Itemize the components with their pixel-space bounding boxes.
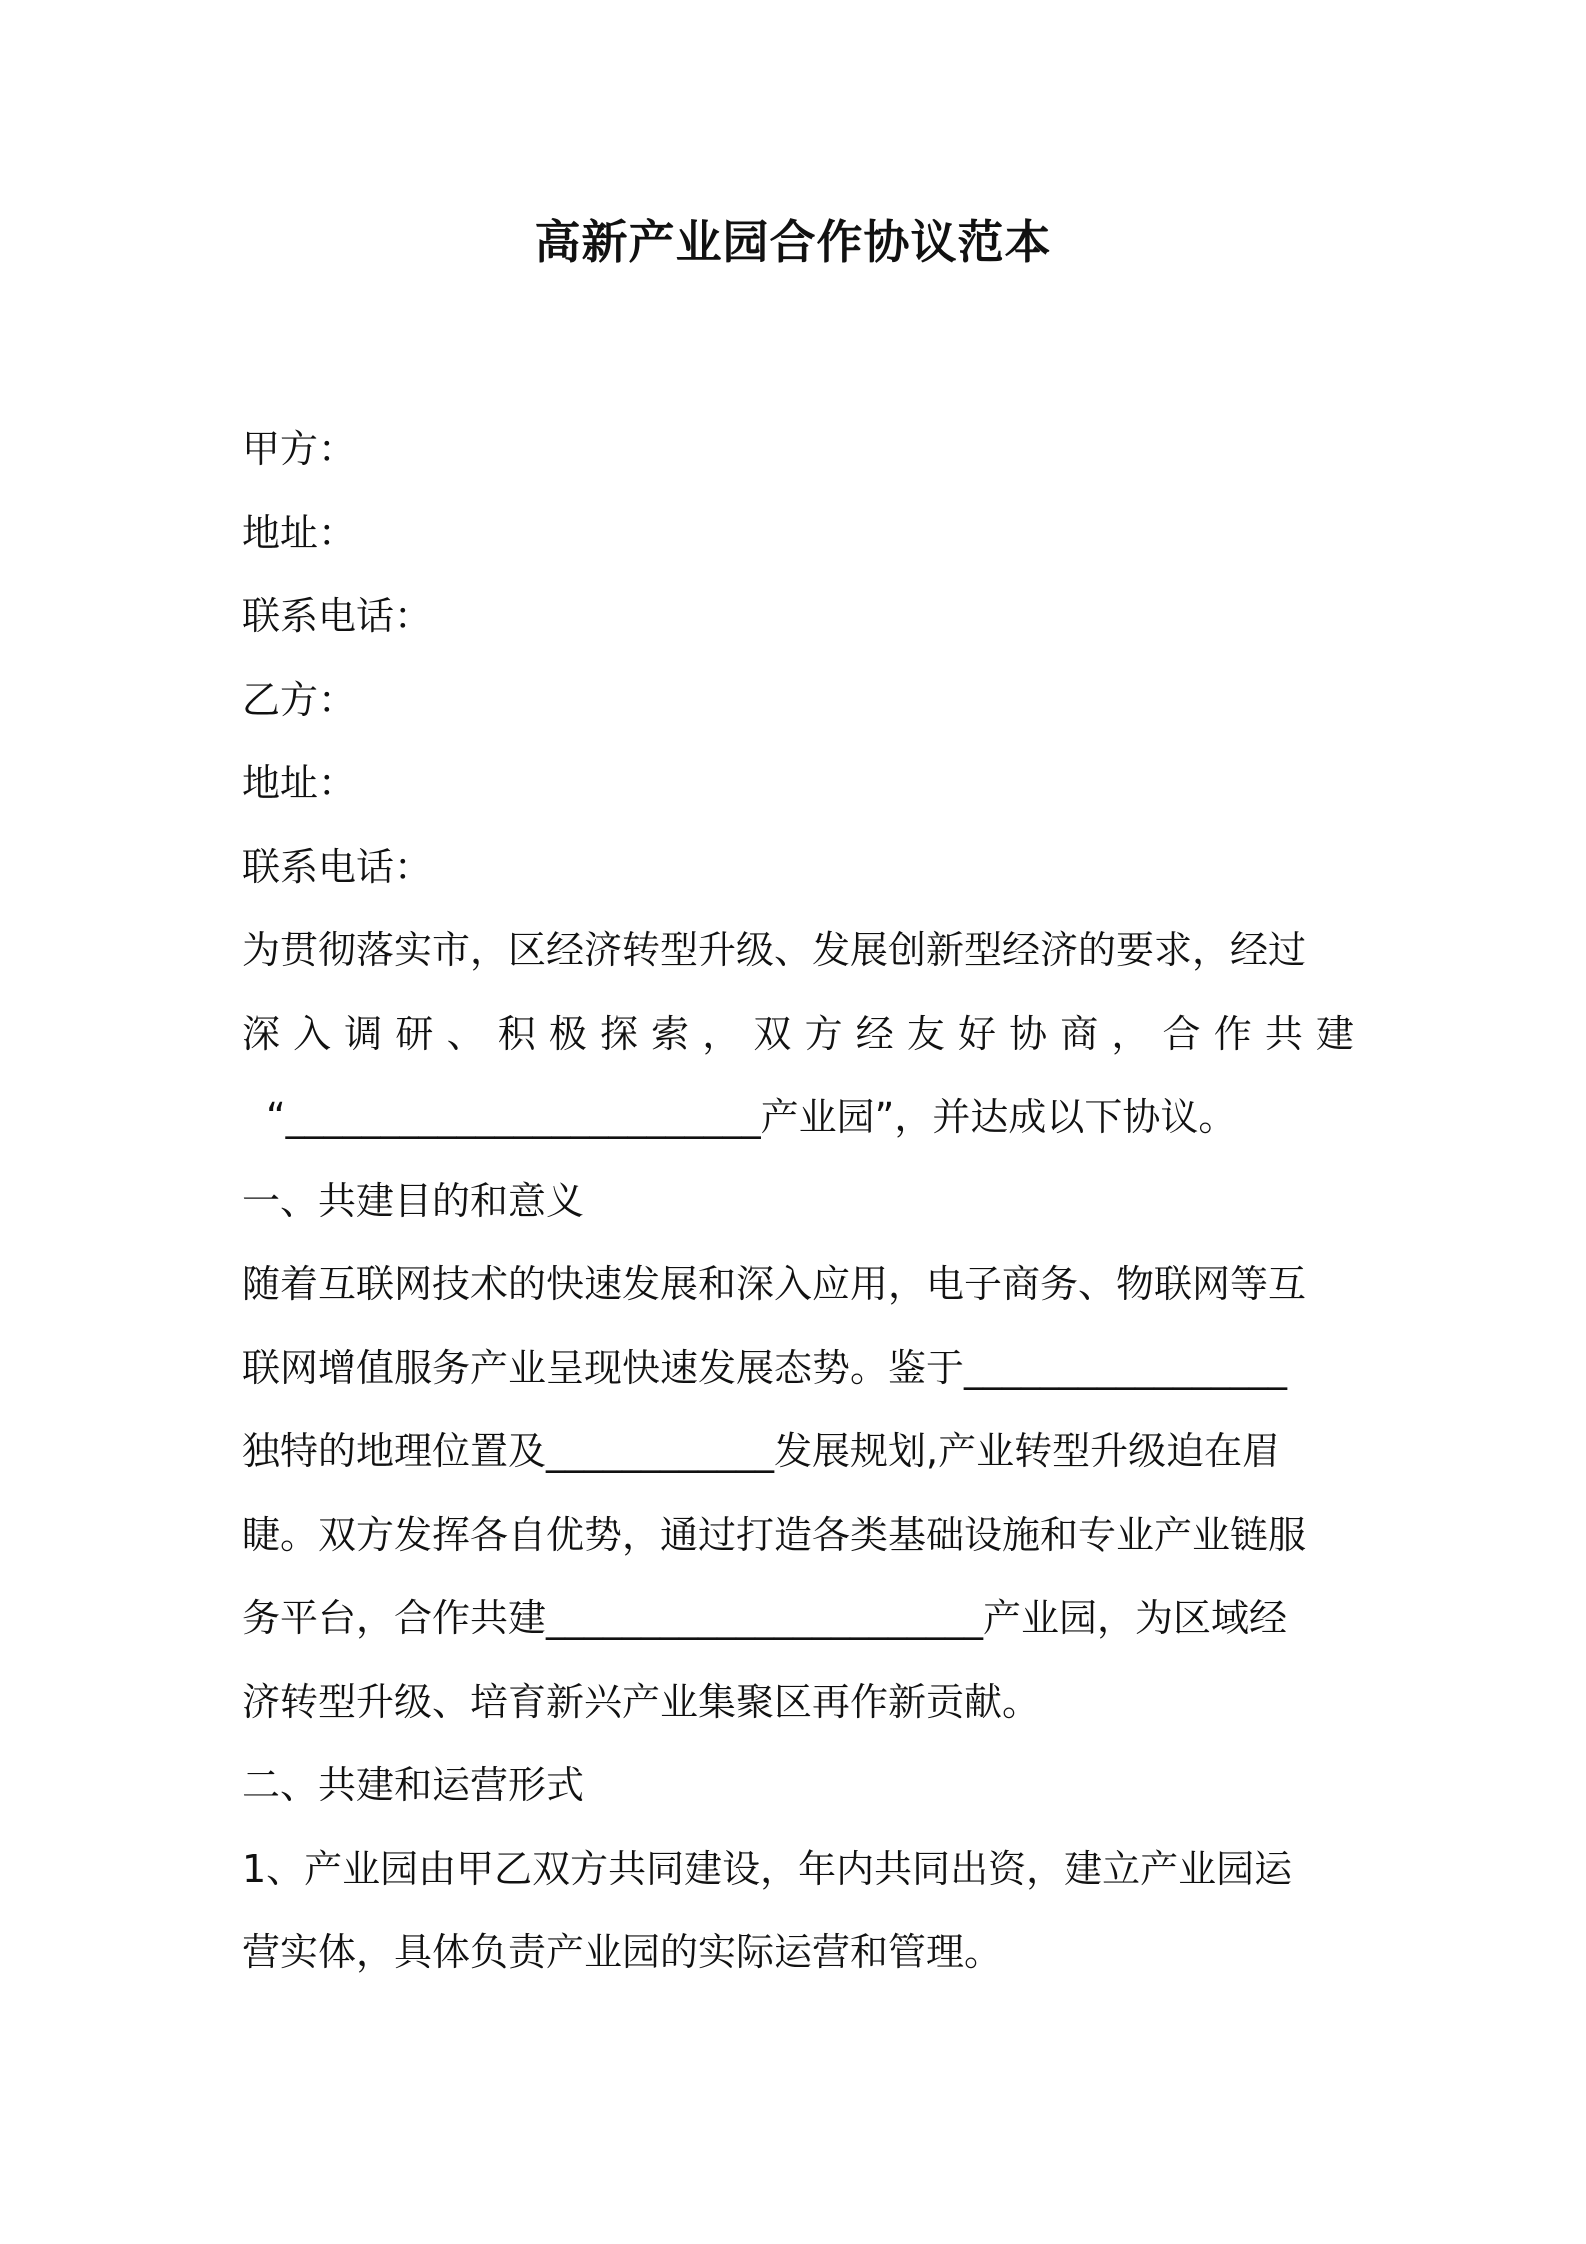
paragraph-line: 济转型升级、培育新兴产业集聚区再作新贡献。 — [242, 1679, 1041, 1724]
party-b-label: 乙方： — [242, 677, 357, 722]
paragraph-line: 随着互联网技术的快速发展和深入应用，电子商务、物联网等互 — [242, 1262, 1307, 1306]
paragraph-line: 独特的地理位置及____________发展规划,产业转型升级迫在眉 — [242, 1429, 1281, 1473]
preamble-line: 为贯彻落实市，区经济转型升级、发展创新型经济的要求，经过 — [242, 928, 1307, 972]
section-heading: 二、共建和运营形式 — [242, 1763, 585, 1807]
paragraph-line: 务平台，合作共建_______________________产业园，为区域经 — [242, 1596, 1288, 1640]
document-body — [242, 408, 1354, 1995]
paragraph-line: 营实体，具体负责产业园的实际运营和管理。 — [242, 1930, 1003, 1974]
document-title: 高新产业园合作协议范本 — [534, 215, 1052, 269]
paragraph-line: 1、产业园由甲乙双方共同建设，年内共同出资，建立产业园运 — [242, 1846, 1293, 1891]
paragraph-line: 睫。双方发挥各自优势，通过打造各类基础设施和专业产业链服 — [242, 1512, 1307, 1557]
party-a-label: 甲方： — [242, 427, 357, 471]
preamble-line: “_________________________产业园”，并达成以下协议。 — [266, 1095, 1237, 1139]
party-a-phone-label: 联系电话： — [242, 594, 433, 638]
party-b-phone-label: 联系电话： — [242, 844, 433, 889]
section-heading: 一、共建目的和意义 — [242, 1178, 585, 1223]
party-a-address-label: 地址： — [242, 510, 357, 555]
party-b-address-label: 地址： — [242, 761, 357, 805]
paragraph-line: 联网增值服务产业呈现快速发展态势。鉴于_________________ — [242, 1345, 1288, 1390]
preamble-line: 深入调研、积极探索，双方经友好协商，合作共建 — [242, 1011, 1354, 1056]
